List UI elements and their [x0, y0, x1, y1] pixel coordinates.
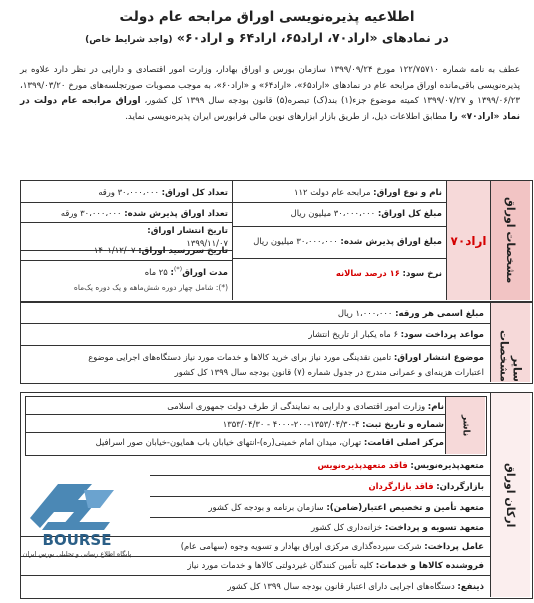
spec-row-accepted-amount: مبلغ اوراق پذیرش شده: ۳۰،۰۰۰،۰۰۰ میلیون ریال — [253, 236, 442, 247]
intro-end-text: مطابق اطلاعات ذیل، از طریق بازار ابزارهای نوین مالی فرابورس ایران پذیره‌نویسی نماید. — [125, 111, 447, 122]
pillar-payment-agent: عامل پرداخت: شرکت سپرده‌گذاری مرکزی اوراق بهادار و تسویه وجوه (سهامی عام) — [180, 541, 484, 552]
bourse-logo — [18, 478, 136, 560]
other-spec-side-title: سایر مشخصات — [491, 303, 530, 382]
spec-row-interest-rate: نرخ سود: ۱۶ درصد سالانه — [335, 268, 442, 279]
subtitle-text: در نمادهای «اراد۷۰، اراد۶۵، اراد۶۴ و اراد۶۰» — [176, 30, 449, 45]
pillars-side-title: ارکان اوراق — [491, 393, 530, 597]
spec-accepted-count: تعداد اوراق پذیرش شده: ۳۰،۰۰۰،۰۰۰ ورقه — [60, 208, 228, 219]
pillar-settlement: متعهد تسویه و پرداخت: خزانه‌داری کل کشور — [311, 522, 484, 533]
subtitle-note: (واجد شرایط خاص) — [85, 35, 173, 45]
pillar-underwriter: متعهدپذیره‌نویس: فاقد متعهدپذیره‌نویس — [317, 460, 484, 471]
pillar-market-maker: بازارگردان: فاقد بازارگردان — [368, 481, 484, 492]
issuer-side-title: ناشر — [446, 397, 485, 454]
spec-total-count: تعداد کل اوراق: ۳۰،۰۰۰،۰۰۰ ورقه — [98, 187, 228, 198]
spec-duration: مدت اوراق(*): ۲۵ ماه — [144, 265, 228, 278]
issuer-address: مرکز اصلی اقامت: تهران، میدان امام خمینی(ره)-انتهای خیابان باب همایون-خیابان صور اسرافیل — [95, 437, 444, 448]
pillar-guarantor: متعهد تأمین و تخصیص اعتبار(ضامن): سازمان برنامه و بودجه کل کشور — [208, 502, 484, 513]
page-title: اطلاعیه پذیره‌نویسی اوراق مرابحه عام دولت — [119, 9, 415, 25]
spec-row-total-amount: مبلغ کل اوراق: ۳۰،۰۰۰،۰۰۰ میلیون ریال — [290, 208, 442, 219]
other-spec-payment-schedule: مواعد پرداخت سود: ۶ ماه یکبار از تاریخ انتشار — [308, 329, 484, 340]
securities-code-label: اراد۷۰ — [447, 181, 490, 300]
spec-maturity-date: تاریخ سررسید اوراق: ۱۴۰۱/۱۲/۰۷ — [93, 245, 228, 256]
spec-row-name: نام و نوع اوراق: مرابحه عام دولت ۱۱۲ — [294, 187, 442, 198]
bourse-logo-mark-icon — [18, 478, 136, 560]
securities-spec-side-title: مشخصات اوراق — [491, 181, 530, 300]
spec-duration-footnote: (*): شامل چهار دوره شش‌ماهه و یک دوره یک‌ماه — [73, 283, 228, 292]
intro-bold-text: اوراق مرابحه عام دولت در نماد «اراد۷۰» را — [20, 96, 520, 122]
pillar-beneficiary: ذینفع: دستگاه‌های اجرایی دارای اعتبار قانون بودجه سال ۱۳۹۹ کل کشور — [227, 581, 484, 592]
issuer-registration: شماره و تاریخ ثبت: ۴-۱۳۵۳/۰۴/۳۰-۲۰۰-۴۰۰۰ - ۱۳۵۳/۰۴/۳۰ — [222, 419, 444, 430]
intro-text: عطف به نامه شماره ۱۲۲/۷۵۷۱۰ مورخ ۱۳۹۹/۰۹/۲۴ سازمان بورس و اوراق بهادار، وزارت امور اقتصادی و دارایی در نظر دارد علاوه بر پذیره‌نویسی باقی‌مانده اوراق مرابحه عام در نمادهای «اراد۶۵»، «اراد۶۴» و «اراد۶۰»، به موجب مصوبات صورتجلسه‌های مورخ ۱۳۹۹/۰۳/۲۰، ۱۳۹۹/۰۶/۲۳ و ۱۳۹۹/۰۷/۲۷ کمیته موضوع جزء(۱) بند(ک) تبصره(۵) قانون بودجه سال ۱۳۹۹ کل کشور، — [20, 65, 521, 107]
intro-paragraph — [20, 63, 520, 125]
spec-issue-date: تاریخ انتشار اوراق: ۱۳۹۹/۱۱/۰۷ — [147, 226, 228, 248]
page-subtitle — [0, 29, 534, 49]
pillar-seller: فروشنده کالاها و خدمات: کلیه تأمین کنندگان غیردولتی کالاها و خدمات مورد نیاز — [187, 560, 484, 571]
bourse-logo-tagline: پایگاه اطلاع رسانی و تحلیلی بورس ایران — [22, 550, 132, 558]
other-spec-purpose: موضوع انتشار اوراق: تامین نقدینگی مورد نیاز برای خرید کالاها و خدمات مورد نیاز دستگاه‌های اجرایی موضوع اعتبارات هزینه‌ای و عمرانی مندرج در جدول شماره (۷) قانون بودجه سال ۱۳۹۹ کل کشور — [88, 352, 484, 377]
bourse-logo-word: BOURSE — [42, 531, 112, 549]
other-spec-face-value: مبلغ اسمی هر ورقه: ۱،۰۰۰،۰۰۰ ریال — [337, 308, 484, 319]
issuer-name: نام: وزارت امور اقتصادی و دارایی به نمایندگی از طرف دولت جمهوری اسلامی — [167, 401, 444, 412]
